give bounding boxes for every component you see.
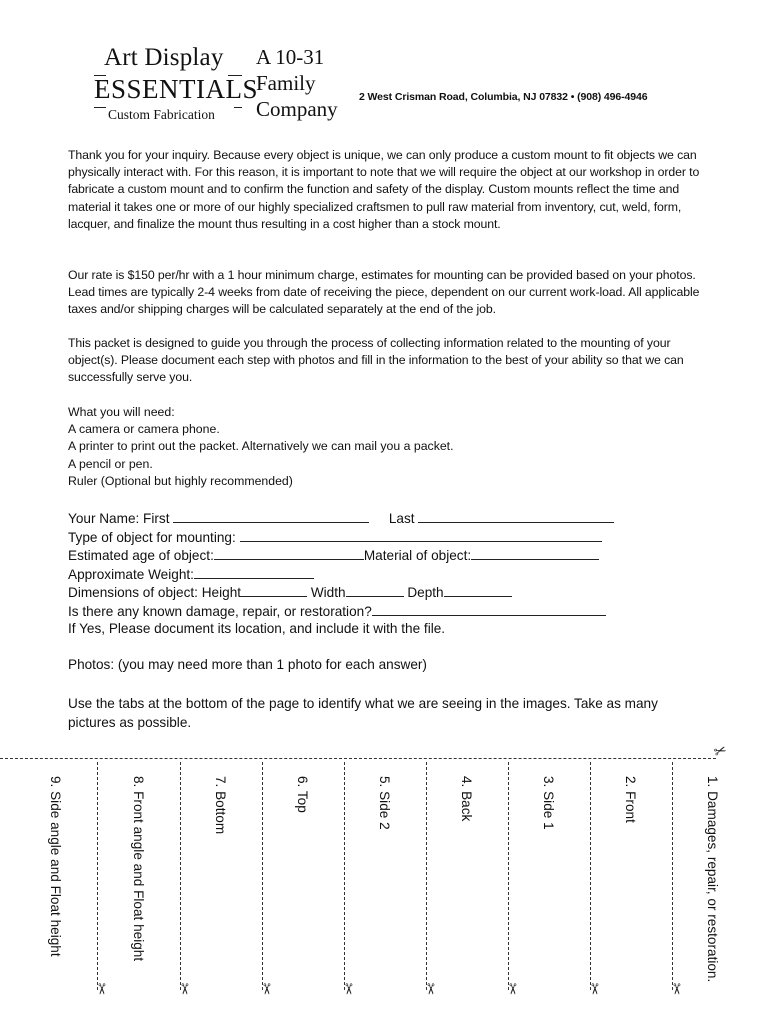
scissors-icon: ✂ bbox=[711, 741, 730, 762]
object-age-field[interactable] bbox=[214, 546, 364, 560]
depth-label: Depth bbox=[407, 585, 444, 600]
scissors-icon: ✂ bbox=[92, 982, 110, 996]
scissors-icon: ✂ bbox=[585, 982, 603, 996]
scissors-icon: ✂ bbox=[175, 982, 193, 996]
logo-custom-fabrication: Custom Fabrication bbox=[108, 107, 215, 122]
tab-label-5[interactable]: 5. Side 2 bbox=[377, 776, 392, 830]
width-label: Width bbox=[310, 585, 346, 600]
photos-note: Photos: (you may need more than 1 photo for each answer) bbox=[68, 657, 427, 672]
needs-item: A pencil or pen. bbox=[68, 456, 153, 471]
scissors-icon: ✂ bbox=[503, 982, 521, 996]
scissors-icon: ✂ bbox=[421, 982, 439, 996]
needs-item: Ruler (Optional but highly recommended) bbox=[68, 473, 293, 488]
last-name-label: Last bbox=[388, 511, 415, 526]
object-type-label: Type of object for mounting: bbox=[68, 529, 236, 545]
weight-label: Approximate Weight: bbox=[68, 566, 194, 582]
tab-label-9[interactable]: 9. Side angle and Float height bbox=[48, 776, 63, 957]
logo-rule-bottom-right bbox=[234, 107, 242, 108]
weight-field[interactable] bbox=[194, 565, 314, 579]
tagline-line-3: Company bbox=[256, 97, 338, 121]
rate-paragraph: Our rate is $150 per/hr with a 1 hour minimum charge, estimates for mounting can be provided based on your photos. Lead times are typically 2-4 weeks from date of receiving the piece, dependent on our current work-load. All applicable taxes and/or shipping charges will be calculated separately at the end of the job. bbox=[68, 268, 700, 317]
scissors-icon: ✂ bbox=[339, 982, 357, 996]
first-name-field[interactable] bbox=[173, 509, 369, 523]
tab-label-2[interactable]: 2. Front bbox=[623, 776, 638, 823]
tab-label-7[interactable]: 7. Bottom bbox=[213, 776, 228, 835]
tab-label-4[interactable]: 4. Back bbox=[459, 776, 474, 822]
tab-label-3[interactable]: 3. Side 1 bbox=[541, 776, 556, 830]
material-field[interactable] bbox=[471, 546, 599, 560]
logo-rule-bottom-left bbox=[94, 107, 106, 108]
tab-divider bbox=[508, 762, 509, 990]
tab-divider bbox=[180, 762, 181, 990]
object-age-label: Estimated age of object: bbox=[68, 548, 214, 563]
tagline-line-2: Family bbox=[256, 71, 316, 95]
needs-list bbox=[68, 404, 454, 490]
height-label: Dimensions of object: Height bbox=[68, 585, 242, 600]
tab-label-1[interactable]: 1. Damages, repair, or restoration. bbox=[705, 776, 720, 983]
object-type-field[interactable] bbox=[240, 528, 602, 542]
needs-item: A printer to print out the packet. Alternatively we can mail you a packet. bbox=[68, 439, 454, 454]
tagline-line-1: A 10-31 bbox=[256, 45, 325, 69]
damage-label: Is there any known damage, repair, or restoration? bbox=[68, 603, 372, 619]
needs-item: A camera or camera phone. bbox=[68, 422, 220, 437]
tab-divider bbox=[590, 762, 591, 990]
needs-heading: What you will need: bbox=[68, 405, 175, 419]
tab-label-6[interactable]: 6. Top bbox=[295, 776, 310, 813]
height-field[interactable] bbox=[241, 583, 307, 597]
logo-essentials: ESSENTIALS bbox=[94, 74, 259, 104]
material-label: Material of object: bbox=[363, 548, 472, 563]
tabs-instruction: Use the tabs at the bottom of the page to identify what we are seeing in the images. Take as many pictures as possible. bbox=[68, 696, 658, 730]
if-yes-instruction: If Yes, Please document its location, and include it with the file. bbox=[68, 621, 446, 636]
first-name-label: Your Name: First bbox=[68, 511, 170, 526]
scissors-icon: ✂ bbox=[257, 982, 275, 996]
depth-field[interactable] bbox=[444, 583, 512, 597]
tab-divider bbox=[426, 762, 427, 990]
company-address: 2 West Crisman Road, Columbia, NJ 07832 • (908) 496-4946 bbox=[359, 91, 648, 103]
logo-art-display: Art Display bbox=[104, 44, 224, 71]
object-info-form bbox=[68, 509, 614, 639]
scissors-icon: ✂ bbox=[667, 982, 685, 996]
tab-divider bbox=[97, 762, 98, 990]
family-company-tagline bbox=[256, 44, 338, 122]
horizontal-cut-line bbox=[0, 758, 716, 759]
tab-divider bbox=[262, 762, 263, 990]
width-field[interactable] bbox=[346, 583, 404, 597]
tab-label-8[interactable]: 8. Front angle and Float height bbox=[131, 776, 146, 962]
last-name-field[interactable] bbox=[418, 509, 614, 523]
tab-divider bbox=[344, 762, 345, 990]
intro-paragraph: Thank you for your inquiry. Because every object is unique, we can only produce a custom mount to fit objects we can physically interact with. For this reason, it is important to note that we will require the object at our workshop in order to fabricate a custom mount and to confirm the function and safety of the display. Custom mounts reflect the time and material it takes one or more of our highly specialized craftsmen to pull raw material from inventory, cut, weld, form, lacquer, and finalize the mount thus resulting in a cost higher than a stock mount. bbox=[68, 148, 700, 231]
damage-field[interactable] bbox=[372, 602, 606, 616]
tab-divider bbox=[672, 762, 673, 990]
packet-paragraph: This packet is designed to guide you through the process of collecting information related to the mounting of your object(s). Please document each step with photos and fill in the information to the best of your ability so that we can successfully serve you. bbox=[68, 336, 684, 385]
